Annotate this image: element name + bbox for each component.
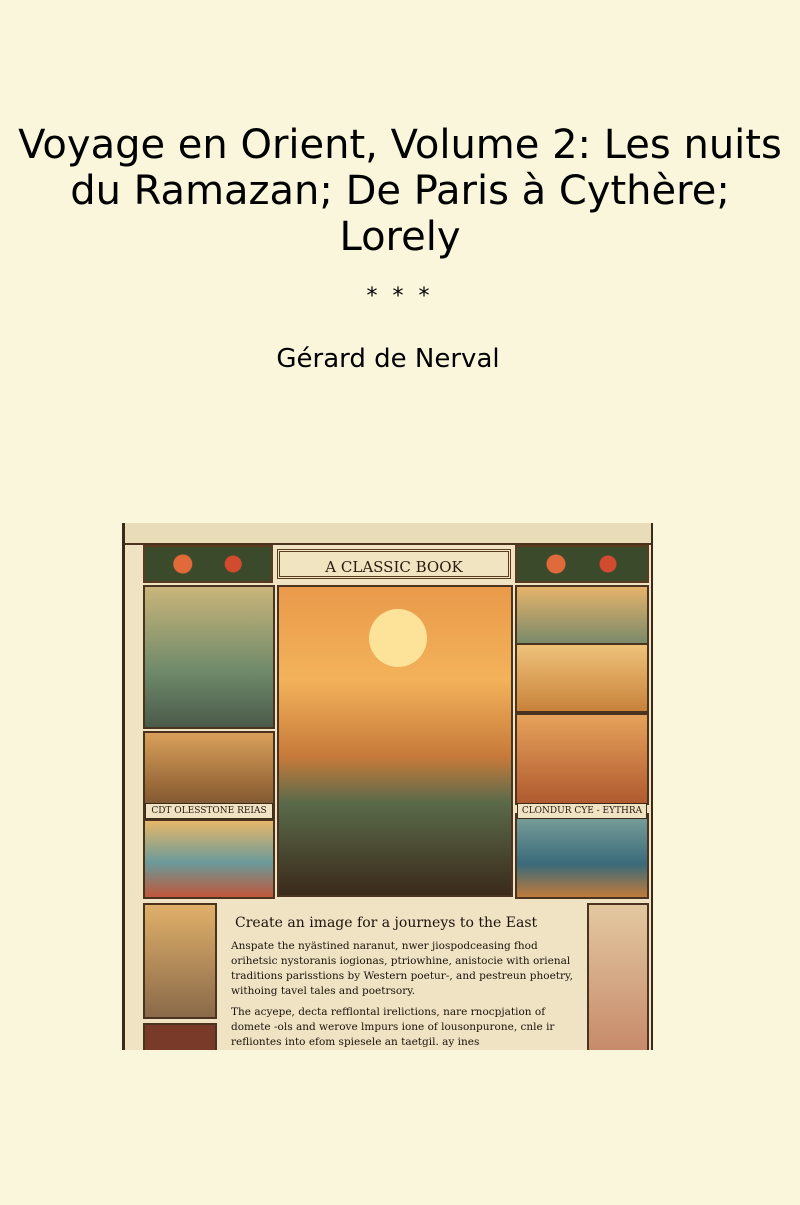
illustration-paragraph-2: The acyepe, decta refflontal irelictions, nare rnocpjation of domete -ols and werove lmpurs ione of lousonpurone, cnle ir refliontes into efom spiesele an taetgil. ay ines (231, 1006, 555, 1048)
left-panel-caption: CDT OLESSTONE REIAS (145, 803, 273, 819)
illustration-banner: A CLASSIC BOOK (277, 549, 511, 579)
floral-ornament-left (143, 545, 273, 583)
cover-illustration (122, 523, 653, 1050)
floral-ornament-right (515, 545, 649, 583)
sun-icon (369, 609, 427, 667)
panel-domed-palace (143, 585, 275, 729)
panel-cathedral (143, 903, 217, 1019)
panel-ornament-bottom (143, 1023, 217, 1050)
panel-pagoda (515, 713, 649, 805)
book-title: Voyage en Orient, Volume 2: Les nuits du Ramazan; De Paris à Cythère; Lorely (18, 122, 782, 260)
panel-caravan-sunset (277, 585, 513, 897)
illustration-top-border (125, 523, 651, 545)
book-author: Gérard de Nerval (276, 344, 500, 374)
panel-coastline (515, 585, 649, 645)
panel-harbor-boats (143, 819, 275, 899)
right-panel-caption: CLONDUR CYE - EYTHRA (517, 803, 647, 819)
illustration-paragraph-1: Anspate the nyästined naranut, nwer jiospodceasing fhod orihetsic nystoranis iogionas, ptriowhine, anistocie with orienal traditions parisstions by Western poetur-, and pestreun phoetry, withoing tavel tales and poetrsory. (231, 940, 573, 997)
panel-temple-city (515, 643, 649, 713)
panel-decorative-figure (587, 903, 649, 1050)
illustration-heading: Create an image for a journeys to the East (235, 915, 538, 931)
panel-sea-lanterns (515, 813, 649, 899)
title-separator: * * * (366, 284, 434, 309)
illustration-text-block (227, 909, 583, 1049)
